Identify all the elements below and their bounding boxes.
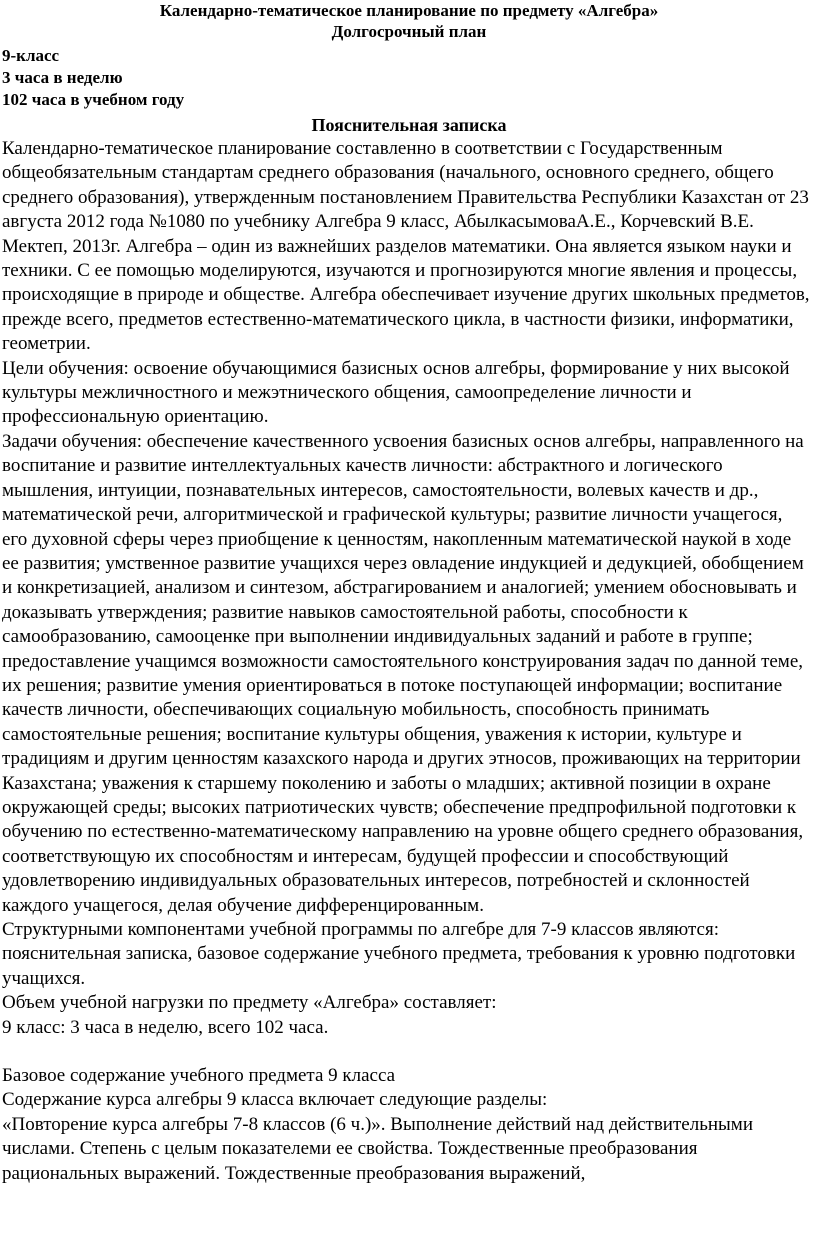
load-value: 9 класс: 3 часа в неделю, всего 102 часа. [2,1016,329,1038]
sections-intro: Содержание курса алгебры 9 класса включает следующие разделы: [2,1089,548,1111]
content-heading: Базовое содержание учебного предмета 9 класса [2,1065,396,1087]
blank-line [2,1040,816,1064]
section-1-paragraph: «Повторение курса алгебры 7-8 классов (6 ч.)». Выполнение действий над действительными числами. Степень с целым показателеми ее свойства. Тождественные преобразования рациональных выражений. Тождественные преобразования выражений, [2,1113,753,1184]
document-title: Календарно-тематическое планирование по предмету «Алгебра» [159,1,659,20]
document-header [2,0,816,42]
hours-per-week: 3 часа в неделю [2,68,123,87]
hours-per-year: 102 часа в учебном году [2,90,185,109]
document-subtitle: Долгосрочный план [331,22,487,41]
intro-paragraph: Календарно-тематическое планирование составленно в соответствии с Государственным общеобязательным стандартам среднего образования (начального, основного среднего, общего среднего образования), утвержденным постановлением Правительства Республики Казахстан от 23 августа 2012 года №1080 по учебнику Алгебра 9 класс, АбылкасымоваА.Е., Корчевский В.Е. Мектеп, 2013г. Алгебра – один из важнейших разделов математики. Она является языком науки и техники. С ее помощью моделируются, изучаются и прогнозируются многие явления и процессы, происходящие в природе и обществе. Алгебра обеспечивает изучение других школьных предметов, прежде всего, предметов естественно-математического цикла, в частности физики, информатики, геометрии. [2,138,810,355]
course-meta [2,45,816,111]
explanatory-note-heading: Пояснительная записка [311,115,507,135]
goals-paragraph: Цели обучения: освоение обучающимися базисных основ алгебры, формирование у них высокой культуры межличностного и межэтнического общения, самоопределение личности и профессиональную ориентацию. [2,357,790,428]
grade-label: 9-класс [2,46,60,65]
structure-paragraph: Структурными компонентами учебной программы по алгебре для 7-9 классов являются: пояснительная записка, базовое содержание учебного предмета, требования к уровню подготовки учащихся. [2,919,796,989]
load-intro: Объем учебной нагрузки по предмету «Алгебра» составляет: [2,992,497,1014]
tasks-paragraph: Задачи обучения: обеспечение качественного усвоения базисных основ алгебры, направленного на воспитание и развитие интеллектуальных качеств личности: абстрактного и логического мышления, интуиции, познавательных интересов, самостоятельности, волевых качеств и др., математической речи, алгоритмической и графической культуры; развитие личности учащегося, его духовной сферы через приобщение к ценностям, накопленным математической наукой в ходе ее развития; умственное развитие учащихся через овладение индукцией и дедукцией, обобщением и конкретизацией, анализом и синтезом, абстрагированием и аналогией; умением обосновывать и доказывать утверждения; развитие навыков самостоятельной работы, способности к самообразованию, самооценке при выполнении индивидуальных заданий и работе в группе; предоставление учащимся возможности самостоятельного конструирования задач по данной теме, их решения; развитие умения ориентироваться в потоке поступающей информации; воспитание качеств личности, обеспечивающих социальную мобильность, способность принимать самостоятельные решения; воспитание культуры общения, уважения к истории, культуре и традициям и другим ценностям казахского народа и других этносов, проживающих на территории Казахстана; уважения к старшему поколению и заботы о младших; активной позиции в охране окружающей среды; высоких патриотических чувств; обеспечение предпрофильной подготовки к обучению по естественно-математическому направлению на уровне общего среднего образования, соответствующую их способностям и интересам, будущей профессии и способствующий удовлетворению индивидуальных образовательных интересов, потребностей и склонностей каждого учащегося, делая обучение дифференцированным. [2,430,804,916]
